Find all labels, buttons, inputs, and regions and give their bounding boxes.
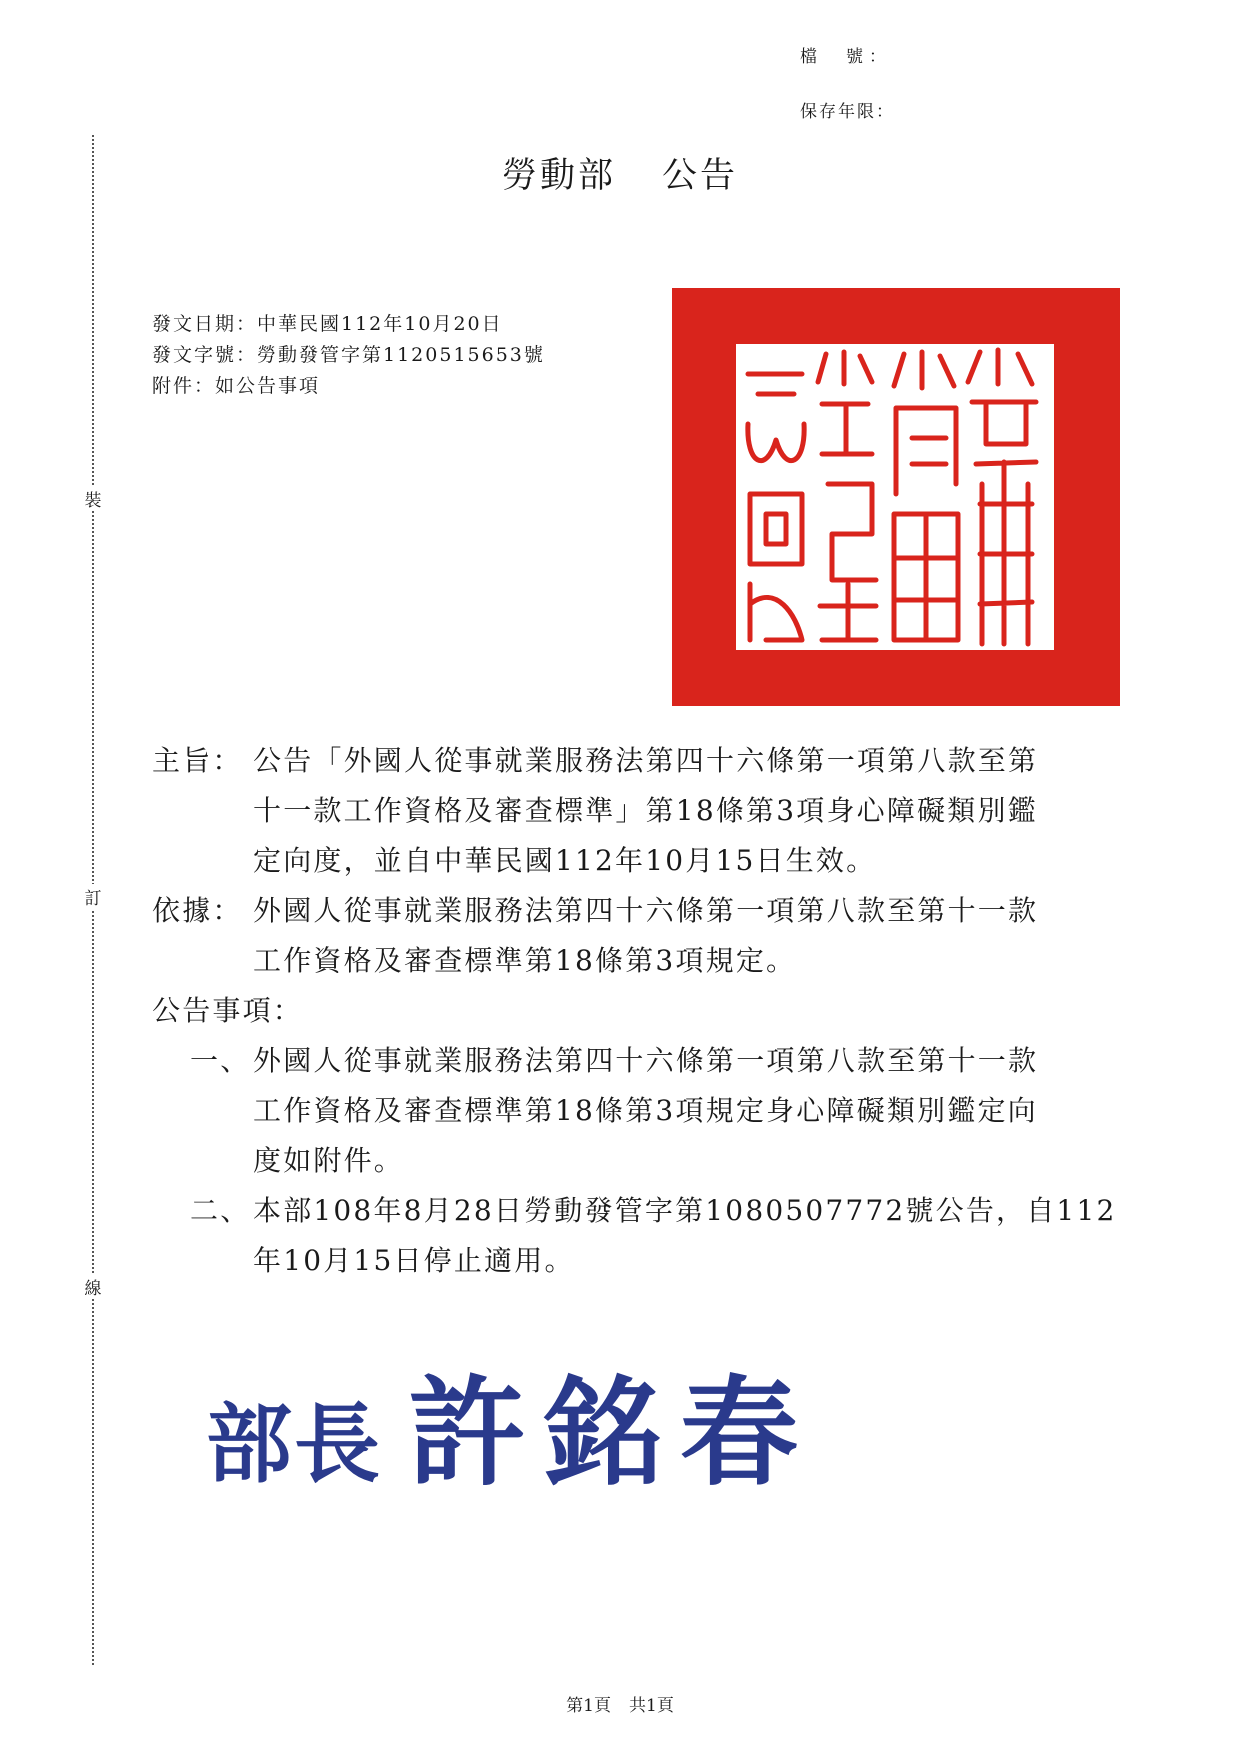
page-number: 第1頁 — [566, 1696, 611, 1716]
seal-script-icon — [736, 344, 1054, 650]
page-title — [0, 148, 1240, 198]
binding-char-ding: 訂 — [82, 884, 104, 909]
seal-face — [736, 344, 1054, 650]
notice-item-line: 工作資格及審查標準第18條第3項規定身心障礙類別鑑定向 — [253, 1094, 1038, 1127]
binding-char-xian: 線 — [82, 1274, 104, 1299]
issue-number: 發文字號：勞動發管字第1120515653號 — [152, 344, 545, 366]
subject-line: 十一款工作資格及審查標準」第18條第3項身心障礙類別鑑 — [253, 794, 1038, 827]
basis-label: 依據： — [152, 894, 243, 927]
notice-item-line: 外國人從事就業服務法第四十六條第一項第八款至第十一款 — [253, 1044, 1039, 1077]
subject-label: 主旨： — [152, 744, 243, 777]
signature-name: 許銘春 — [408, 1363, 817, 1502]
subject-line: 公告「外國人從事就業服務法第四十六條第一項第八款至第 — [253, 744, 1039, 777]
notice-items-header: 公告事項： — [152, 994, 304, 1027]
binding-char-zhuang: 裝 — [82, 486, 104, 511]
notice-item-number: 二、 — [190, 1194, 251, 1227]
ministry-name: 勞動部 — [501, 156, 616, 196]
attachment: 附件：如公告事項 — [152, 375, 321, 397]
official-seal — [672, 288, 1120, 706]
notice-item-line: 本部108年8月28日勞動發管字第1080507772號公告，自112 — [253, 1194, 1117, 1227]
notice-item-line: 年10月15日停止適用。 — [253, 1244, 575, 1277]
signature-title: 部長 — [206, 1394, 382, 1495]
notice-item-number: 一、 — [190, 1044, 251, 1077]
minister-signature — [206, 1338, 816, 1508]
notice-item-line: 度如附件。 — [253, 1144, 405, 1177]
issue-date: 發文日期：中華民國112年10月20日 — [152, 313, 503, 335]
basis-line: 工作資格及審查標準第18條第3項規定。 — [253, 944, 797, 977]
page-footer — [0, 1691, 1240, 1716]
document-type: 公告 — [662, 156, 739, 196]
file-number-label: 檔 號： — [800, 47, 892, 67]
basis-line: 外國人從事就業服務法第四十六條第一項第八款至第十一款 — [253, 894, 1039, 927]
page-total: 共1頁 — [629, 1696, 674, 1716]
retention-period-label: 保存年限： — [800, 102, 895, 122]
subject-line: 定向度，並自中華民國112年10月15日生效。 — [253, 844, 877, 877]
